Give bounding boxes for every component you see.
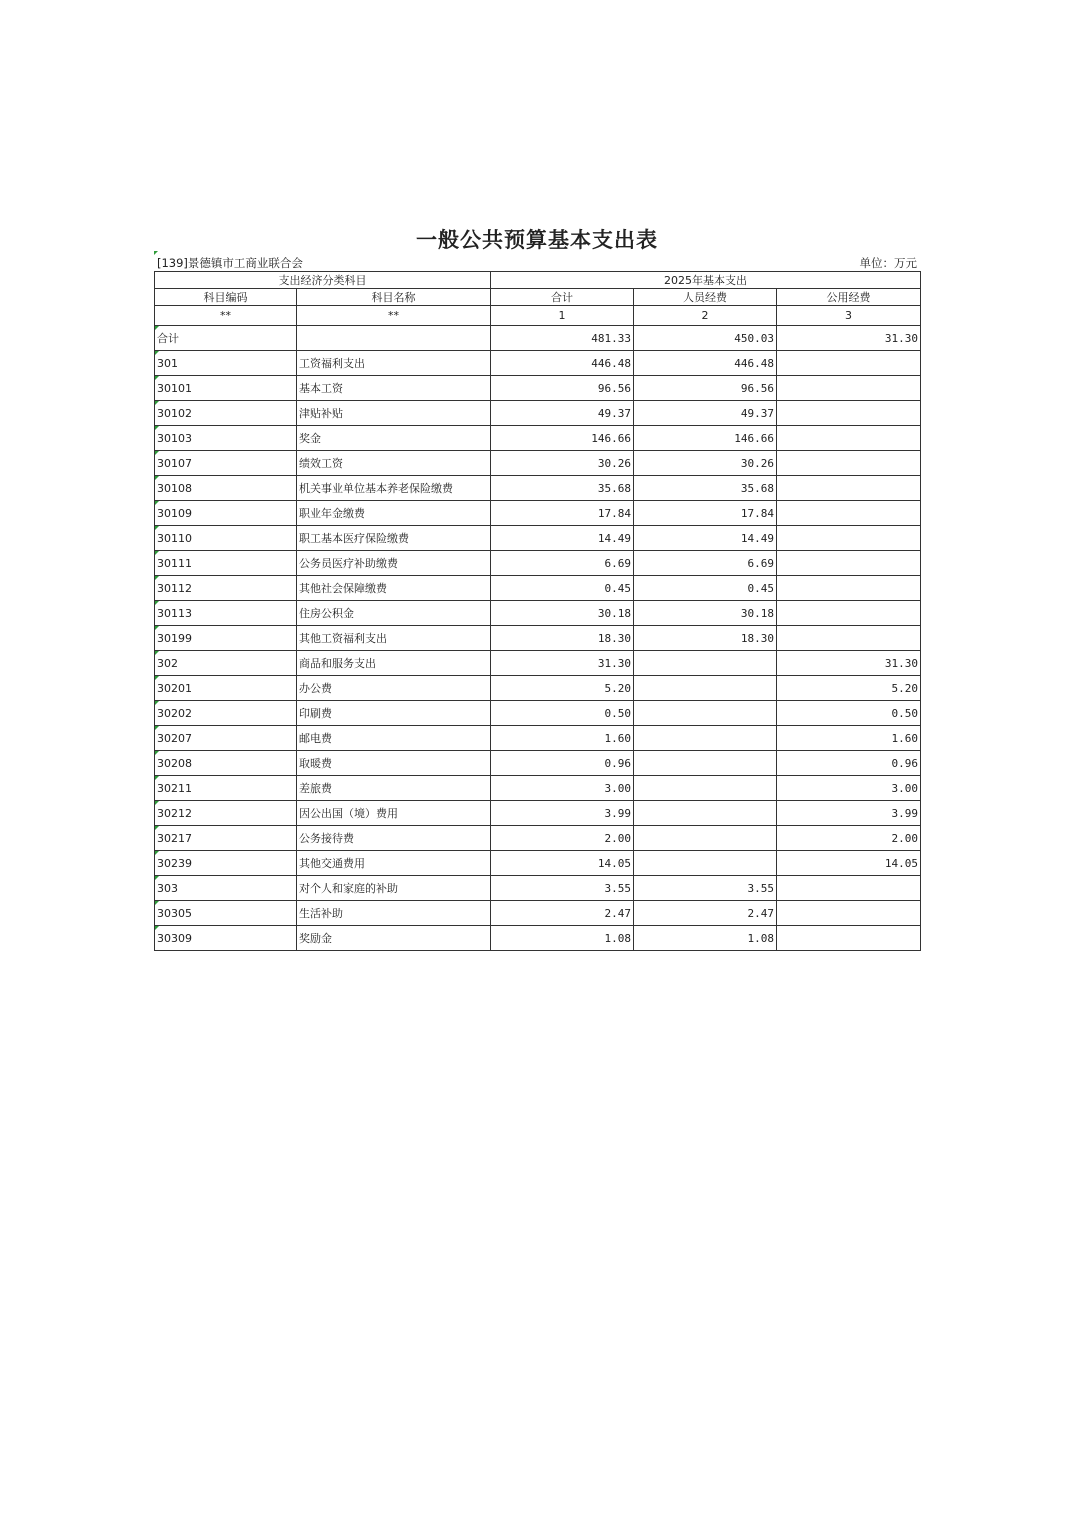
row-public <box>777 551 921 576</box>
header-name: 科目名称 <box>297 289 491 306</box>
row-public <box>777 376 921 401</box>
row-name: 差旅费 <box>297 776 491 801</box>
row-code: 30109 <box>155 501 297 526</box>
row-personnel: 18.30 <box>634 626 777 651</box>
row-personnel: 0.45 <box>634 576 777 601</box>
row-total: 17.84 <box>491 501 634 526</box>
table-row <box>155 351 921 376</box>
row-code: 30199 <box>155 626 297 651</box>
row-personnel <box>634 701 777 726</box>
header-economic-class: 支出经济分类科目 <box>155 272 491 289</box>
row-name: 机关事业单位基本养老保险缴费 <box>297 476 491 501</box>
row-public: 3.99 <box>777 801 921 826</box>
table-row <box>155 726 921 751</box>
row-name: 奖金 <box>297 426 491 451</box>
row-code: 30110 <box>155 526 297 551</box>
table-row <box>155 476 921 501</box>
row-personnel: 3.55 <box>634 876 777 901</box>
table-row <box>155 676 921 701</box>
row-code: 30107 <box>155 451 297 476</box>
index-total: 1 <box>491 306 634 326</box>
row-public <box>777 901 921 926</box>
table-row <box>155 451 921 476</box>
header-row-group <box>155 272 921 289</box>
row-total: 14.05 <box>491 851 634 876</box>
row-public: 14.05 <box>777 851 921 876</box>
row-total: 2.47 <box>491 901 634 926</box>
row-code: 30102 <box>155 401 297 426</box>
header-total: 合计 <box>491 289 634 306</box>
row-code: 30207 <box>155 726 297 751</box>
row-public <box>777 926 921 951</box>
row-code: 303 <box>155 876 297 901</box>
row-name: 职工基本医疗保险缴费 <box>297 526 491 551</box>
row-code: 30309 <box>155 926 297 951</box>
row-total: 96.56 <box>491 376 634 401</box>
row-total: 35.68 <box>491 476 634 501</box>
row-total: 481.33 <box>491 326 634 351</box>
header-basic-expenditure: 2025年基本支出 <box>491 272 921 289</box>
header-personnel: 人员经费 <box>634 289 777 306</box>
row-name: 因公出国（境）费用 <box>297 801 491 826</box>
row-public: 2.00 <box>777 826 921 851</box>
row-name: 其他工资福利支出 <box>297 626 491 651</box>
row-code: 30111 <box>155 551 297 576</box>
row-code: 30208 <box>155 751 297 776</box>
row-code: 30101 <box>155 376 297 401</box>
row-public <box>777 351 921 376</box>
header-row-index <box>155 306 921 326</box>
row-public <box>777 426 921 451</box>
row-code: 合计 <box>155 326 297 351</box>
row-name: 公务员医疗补助缴费 <box>297 551 491 576</box>
page-title: 一般公共预算基本支出表 <box>416 227 658 252</box>
row-personnel: 30.26 <box>634 451 777 476</box>
row-name: 工资福利支出 <box>297 351 491 376</box>
row-total: 146.66 <box>491 426 634 451</box>
unit-label: 单位：万元 <box>859 256 917 270</box>
row-total: 30.26 <box>491 451 634 476</box>
row-public <box>777 501 921 526</box>
table-row <box>155 801 921 826</box>
row-total: 14.49 <box>491 526 634 551</box>
row-personnel <box>634 651 777 676</box>
row-name: 其他社会保障缴费 <box>297 576 491 601</box>
row-total: 30.18 <box>491 601 634 626</box>
row-code: 30112 <box>155 576 297 601</box>
row-total: 6.69 <box>491 551 634 576</box>
index-public: 3 <box>777 306 921 326</box>
row-total: 446.48 <box>491 351 634 376</box>
row-public <box>777 601 921 626</box>
row-public <box>777 451 921 476</box>
row-total: 3.00 <box>491 776 634 801</box>
row-name: 印刷费 <box>297 701 491 726</box>
row-personnel: 446.48 <box>634 351 777 376</box>
header-public: 公用经费 <box>777 289 921 306</box>
table-row <box>155 576 921 601</box>
row-personnel: 146.66 <box>634 426 777 451</box>
row-total: 3.55 <box>491 876 634 901</box>
table-row <box>155 851 921 876</box>
header-row-columns <box>155 289 921 306</box>
budget-table <box>154 271 921 951</box>
row-code: 302 <box>155 651 297 676</box>
row-personnel <box>634 751 777 776</box>
row-code: 30239 <box>155 851 297 876</box>
row-personnel: 30.18 <box>634 601 777 626</box>
row-total: 3.99 <box>491 801 634 826</box>
row-personnel: 17.84 <box>634 501 777 526</box>
row-code: 30201 <box>155 676 297 701</box>
row-public: 5.20 <box>777 676 921 701</box>
row-name: 办公费 <box>297 676 491 701</box>
table-row <box>155 376 921 401</box>
row-total: 0.50 <box>491 701 634 726</box>
table-row <box>155 401 921 426</box>
table-row <box>155 776 921 801</box>
row-total: 0.96 <box>491 751 634 776</box>
table-row <box>155 926 921 951</box>
row-name: 邮电费 <box>297 726 491 751</box>
row-name <box>297 326 491 351</box>
row-personnel: 2.47 <box>634 901 777 926</box>
row-total: 18.30 <box>491 626 634 651</box>
row-public: 3.00 <box>777 776 921 801</box>
row-name: 绩效工资 <box>297 451 491 476</box>
row-personnel <box>634 826 777 851</box>
row-code: 30103 <box>155 426 297 451</box>
row-public <box>777 526 921 551</box>
row-total: 1.08 <box>491 926 634 951</box>
row-code: 30217 <box>155 826 297 851</box>
table-row <box>155 901 921 926</box>
table-row <box>155 526 921 551</box>
row-code: 30202 <box>155 701 297 726</box>
table-row <box>155 701 921 726</box>
row-personnel <box>634 801 777 826</box>
row-public: 31.30 <box>777 326 921 351</box>
index-name: ** <box>297 306 491 326</box>
table-row <box>155 601 921 626</box>
table-row <box>155 826 921 851</box>
table-row <box>155 326 921 351</box>
row-total: 49.37 <box>491 401 634 426</box>
table-row <box>155 626 921 651</box>
row-code: 30113 <box>155 601 297 626</box>
table-row <box>155 551 921 576</box>
row-personnel: 6.69 <box>634 551 777 576</box>
row-total: 5.20 <box>491 676 634 701</box>
row-personnel: 14.49 <box>634 526 777 551</box>
row-name: 对个人和家庭的补助 <box>297 876 491 901</box>
table-row <box>155 651 921 676</box>
row-code: 30212 <box>155 801 297 826</box>
row-public <box>777 626 921 651</box>
row-personnel <box>634 851 777 876</box>
row-name: 取暖费 <box>297 751 491 776</box>
row-name: 生活补助 <box>297 901 491 926</box>
row-name: 职业年金缴费 <box>297 501 491 526</box>
row-public: 1.60 <box>777 726 921 751</box>
row-personnel: 1.08 <box>634 926 777 951</box>
row-personnel: 49.37 <box>634 401 777 426</box>
row-public: 0.50 <box>777 701 921 726</box>
table-row <box>155 426 921 451</box>
row-personnel <box>634 726 777 751</box>
row-total: 2.00 <box>491 826 634 851</box>
row-personnel <box>634 676 777 701</box>
row-code: 30211 <box>155 776 297 801</box>
row-name: 商品和服务支出 <box>297 651 491 676</box>
row-name: 基本工资 <box>297 376 491 401</box>
row-total: 31.30 <box>491 651 634 676</box>
row-public <box>777 476 921 501</box>
row-total: 0.45 <box>491 576 634 601</box>
table-row <box>155 751 921 776</box>
row-total: 1.60 <box>491 726 634 751</box>
organization-name: [139]景德镇市工商业联合会 <box>157 256 303 270</box>
row-code: 301 <box>155 351 297 376</box>
row-personnel: 96.56 <box>634 376 777 401</box>
header-code: 科目编码 <box>155 289 297 306</box>
row-personnel: 35.68 <box>634 476 777 501</box>
row-public: 0.96 <box>777 751 921 776</box>
row-code: 30305 <box>155 901 297 926</box>
row-name: 其他交通费用 <box>297 851 491 876</box>
row-name: 奖励金 <box>297 926 491 951</box>
row-public <box>777 576 921 601</box>
table-row <box>155 501 921 526</box>
row-name: 公务接待费 <box>297 826 491 851</box>
row-code: 30108 <box>155 476 297 501</box>
row-public <box>777 401 921 426</box>
row-name: 津贴补贴 <box>297 401 491 426</box>
row-personnel <box>634 776 777 801</box>
row-public: 31.30 <box>777 651 921 676</box>
row-public <box>777 876 921 901</box>
table-row <box>155 876 921 901</box>
index-code: ** <box>155 306 297 326</box>
row-name: 住房公积金 <box>297 601 491 626</box>
row-personnel: 450.03 <box>634 326 777 351</box>
index-personnel: 2 <box>634 306 777 326</box>
